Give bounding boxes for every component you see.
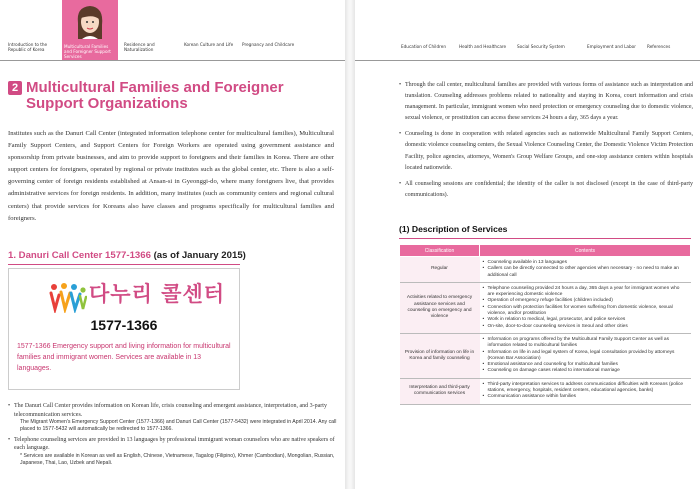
nav-tab-label: Social Security System xyxy=(517,44,565,49)
list-item: • Through the call center, multicultural families are provided with various forms of assistance such as interpretation and translation. Counseling addresses problems related to nationality and staying in Korea, court information and crisis management. In particular, immigrant women who need protection or emergency counseling due to domestic violence, sexual violence, or prostitution can access these services 24 hours a day, 365 days a year. xyxy=(399,80,693,124)
section-intro: Institutes such as the Danuri Call Center (integrated information telephone center for multicultural families), Multicultural Family Support Centers, and Support Centers for Foreign Workers are operated using government assistance and sponsorship from private businesses, and aim to provide support to foreigners and their families in Korea. There are other support centers for foreigners, operated by regional or private institutes such as the global center, etc. There is also a self-governing center of foreign residents established at Ansan-si in Gyeonggi-do, where many foreigners live, that provides administrative services for foreign residents. In addition, many institutes (such as community centers and regional cultural centers) that provide services for Koreans also have classes and programs specifically for multicultural families and foreigners. xyxy=(8,130,334,222)
nav-tab-label: References xyxy=(647,44,671,49)
left-page xyxy=(0,0,345,489)
nav-tab-label: Residence and Naturalization xyxy=(124,42,155,53)
bullet-note: The Migrant Women's Emergency Support Center (1577-1366) and Danuri Call Center (1577-5432) were integrated in April 2014. Any call placed to 1577-5432 will automatically be redirected to 1577-1366. xyxy=(20,419,337,433)
list-item: • On-site, door-to-door counseling services in Seoul and other cities xyxy=(483,324,688,330)
nav-tab-social-security[interactable] xyxy=(515,0,573,60)
list-item: • Callers can be directly connected to other agencies when necessary - no need to make an additional call xyxy=(483,266,688,279)
nav-tab-health[interactable] xyxy=(457,0,513,60)
list-item: • Counseling on damage cases related to international marriage xyxy=(483,368,688,374)
top-navigation-right xyxy=(355,0,700,60)
as-of-date: (as of January 2015) xyxy=(153,250,246,261)
danuri-subtitle xyxy=(8,250,246,261)
nav-tab-introduction[interactable] xyxy=(6,0,58,60)
nav-divider xyxy=(0,60,345,61)
list-item: • Communication assistance within families xyxy=(483,394,688,400)
right-page xyxy=(355,0,700,489)
table-row xyxy=(400,257,691,283)
section-title xyxy=(8,80,338,112)
section-number: 2 xyxy=(8,81,22,95)
table-row xyxy=(400,282,691,333)
list-item: • Emotional assistance and counseling for multicultural families xyxy=(483,362,688,368)
table-header-row xyxy=(400,245,691,257)
bullet-note: * Services are available in Korean as well as English, Chinese, Vietnamese, Tagalog (Filipino), Khmer (Cambodian), Mongolian, Russian, Japanese, Thai, Lao, Uzbek and Nepali. xyxy=(20,452,335,466)
classification-cell: Activities related to emergency assistance services and counseling on emergency and violence xyxy=(400,282,480,333)
nav-tab-label: Pregnancy and Childcare xyxy=(242,42,295,47)
list-item: • Connection with protection facilities for women suffering from domestic violence, sexual violence, and/or prostitution xyxy=(483,305,688,318)
woman-face-icon xyxy=(74,3,106,41)
list-item: • Information on life in and legal system of Korea, legal consultation provided by attorneys (Korean Bar Association) xyxy=(483,350,688,363)
page-gutter xyxy=(345,0,355,489)
list-item: • All counseling sessions are confidential; the identity of the caller is not disclosed (except in the case of third-party communications). xyxy=(399,179,693,201)
contents-cell xyxy=(480,333,691,378)
classification-cell: Regular xyxy=(400,257,480,283)
section-title-line2: Support Organizations xyxy=(26,95,188,112)
services-divider xyxy=(399,238,691,239)
classification-cell: Provision of information on life in Korea and family counseling xyxy=(400,333,480,378)
services-table xyxy=(399,244,691,405)
table-row xyxy=(400,378,691,404)
people-logo-icon xyxy=(49,281,87,313)
list-item: • Work in relation to medical, legal, prosecutor, and police services xyxy=(483,317,688,323)
list-item: • Counseling available in 13 languages xyxy=(483,260,688,266)
nav-tab-label: Health and Healthcare xyxy=(459,44,507,49)
list-item xyxy=(8,436,338,468)
danuri-logo-box xyxy=(8,268,240,390)
list-item: • Telephone counseling provided 24 hours a day, 365 days a year for immigrant women who are experiencing domestic violence xyxy=(483,286,688,299)
section-title-line1: Multicultural Families and Foreigner xyxy=(26,79,284,96)
list-item: • Information on programs offered by the Multicultural Family Support Center as well as information related to multicultural families xyxy=(483,337,688,350)
nav-tab-residence[interactable] xyxy=(122,0,180,60)
list-item: • Third-party interpretation services to address communication difficulties with Koreans (police stations, emergency, hospitals, resident centers, educational agencies, banks) xyxy=(483,382,688,395)
subtitle-divider xyxy=(8,264,240,265)
nav-tab-employment[interactable] xyxy=(585,0,643,60)
contents-cell xyxy=(480,257,691,283)
bullet-text: Telephone counseling services are provided in 13 languages by professional immigrant woman counselors who are native speakers of each language. xyxy=(14,436,335,452)
nav-tab-label: Employment and Labor xyxy=(587,44,636,49)
danuri-subtitle-text: 1. Danuri Call Center 1577-1366 xyxy=(8,250,151,261)
nav-tab-education[interactable] xyxy=(399,0,455,60)
nav-tab-korean-culture[interactable] xyxy=(182,0,238,60)
nav-tab-label: Korean Culture and Life xyxy=(184,42,234,47)
danuri-logo-description: 1577-1366 Emergency support and living information for multicultural families and immigrant women. Services are available in 13 languages. xyxy=(17,343,231,372)
danuri-bullets xyxy=(8,402,338,469)
nav-tab-label: Education of Children xyxy=(401,44,446,49)
call-center-bullets xyxy=(399,80,693,206)
contents-cell xyxy=(480,378,691,404)
list-item: • Operation of emergency refuge facilities (children included) xyxy=(483,298,688,304)
table-row xyxy=(400,333,691,378)
classification-cell: Interpretation and third-party communication services xyxy=(400,378,480,404)
top-navigation-left xyxy=(0,0,345,60)
nav-tab-multicultural-support[interactable] xyxy=(62,0,118,60)
header-classification: Classification xyxy=(400,245,480,257)
nav-tab-label: Multicultural Families and Foreigner Support Services xyxy=(64,44,111,60)
bullet-text: The Danuri Call Center provides information on Korean life, crisis counseling and emergent assistance, interpretation, and 3-party telecommunication services. xyxy=(14,403,327,418)
nav-divider xyxy=(355,60,700,61)
services-title: (1) Description of Services xyxy=(399,224,508,234)
nav-tab-references[interactable] xyxy=(645,0,695,60)
danuri-logo-korean: 다누리 콜센터 xyxy=(89,282,226,306)
nav-tab-label: Introduction to the Republic of Korea xyxy=(8,42,48,53)
header-contents: Contents xyxy=(480,245,691,257)
contents-cell xyxy=(480,282,691,333)
danuri-phone-number: 1577-1366 xyxy=(90,317,158,333)
list-item: • Counseling is done in cooperation with related agencies such as nationwide Multicultural Family Support Centers, domestic violence counseling centers, the Sexual Violence Counseling Center, the Domestic Violence Victim Protection Facility, police agencies, attorneys, Women's Group Welfare Groups, and one-stop assistance centers within hospitals located nationwide. xyxy=(399,129,693,173)
nav-tab-pregnancy[interactable] xyxy=(240,0,300,60)
list-item xyxy=(8,402,338,434)
